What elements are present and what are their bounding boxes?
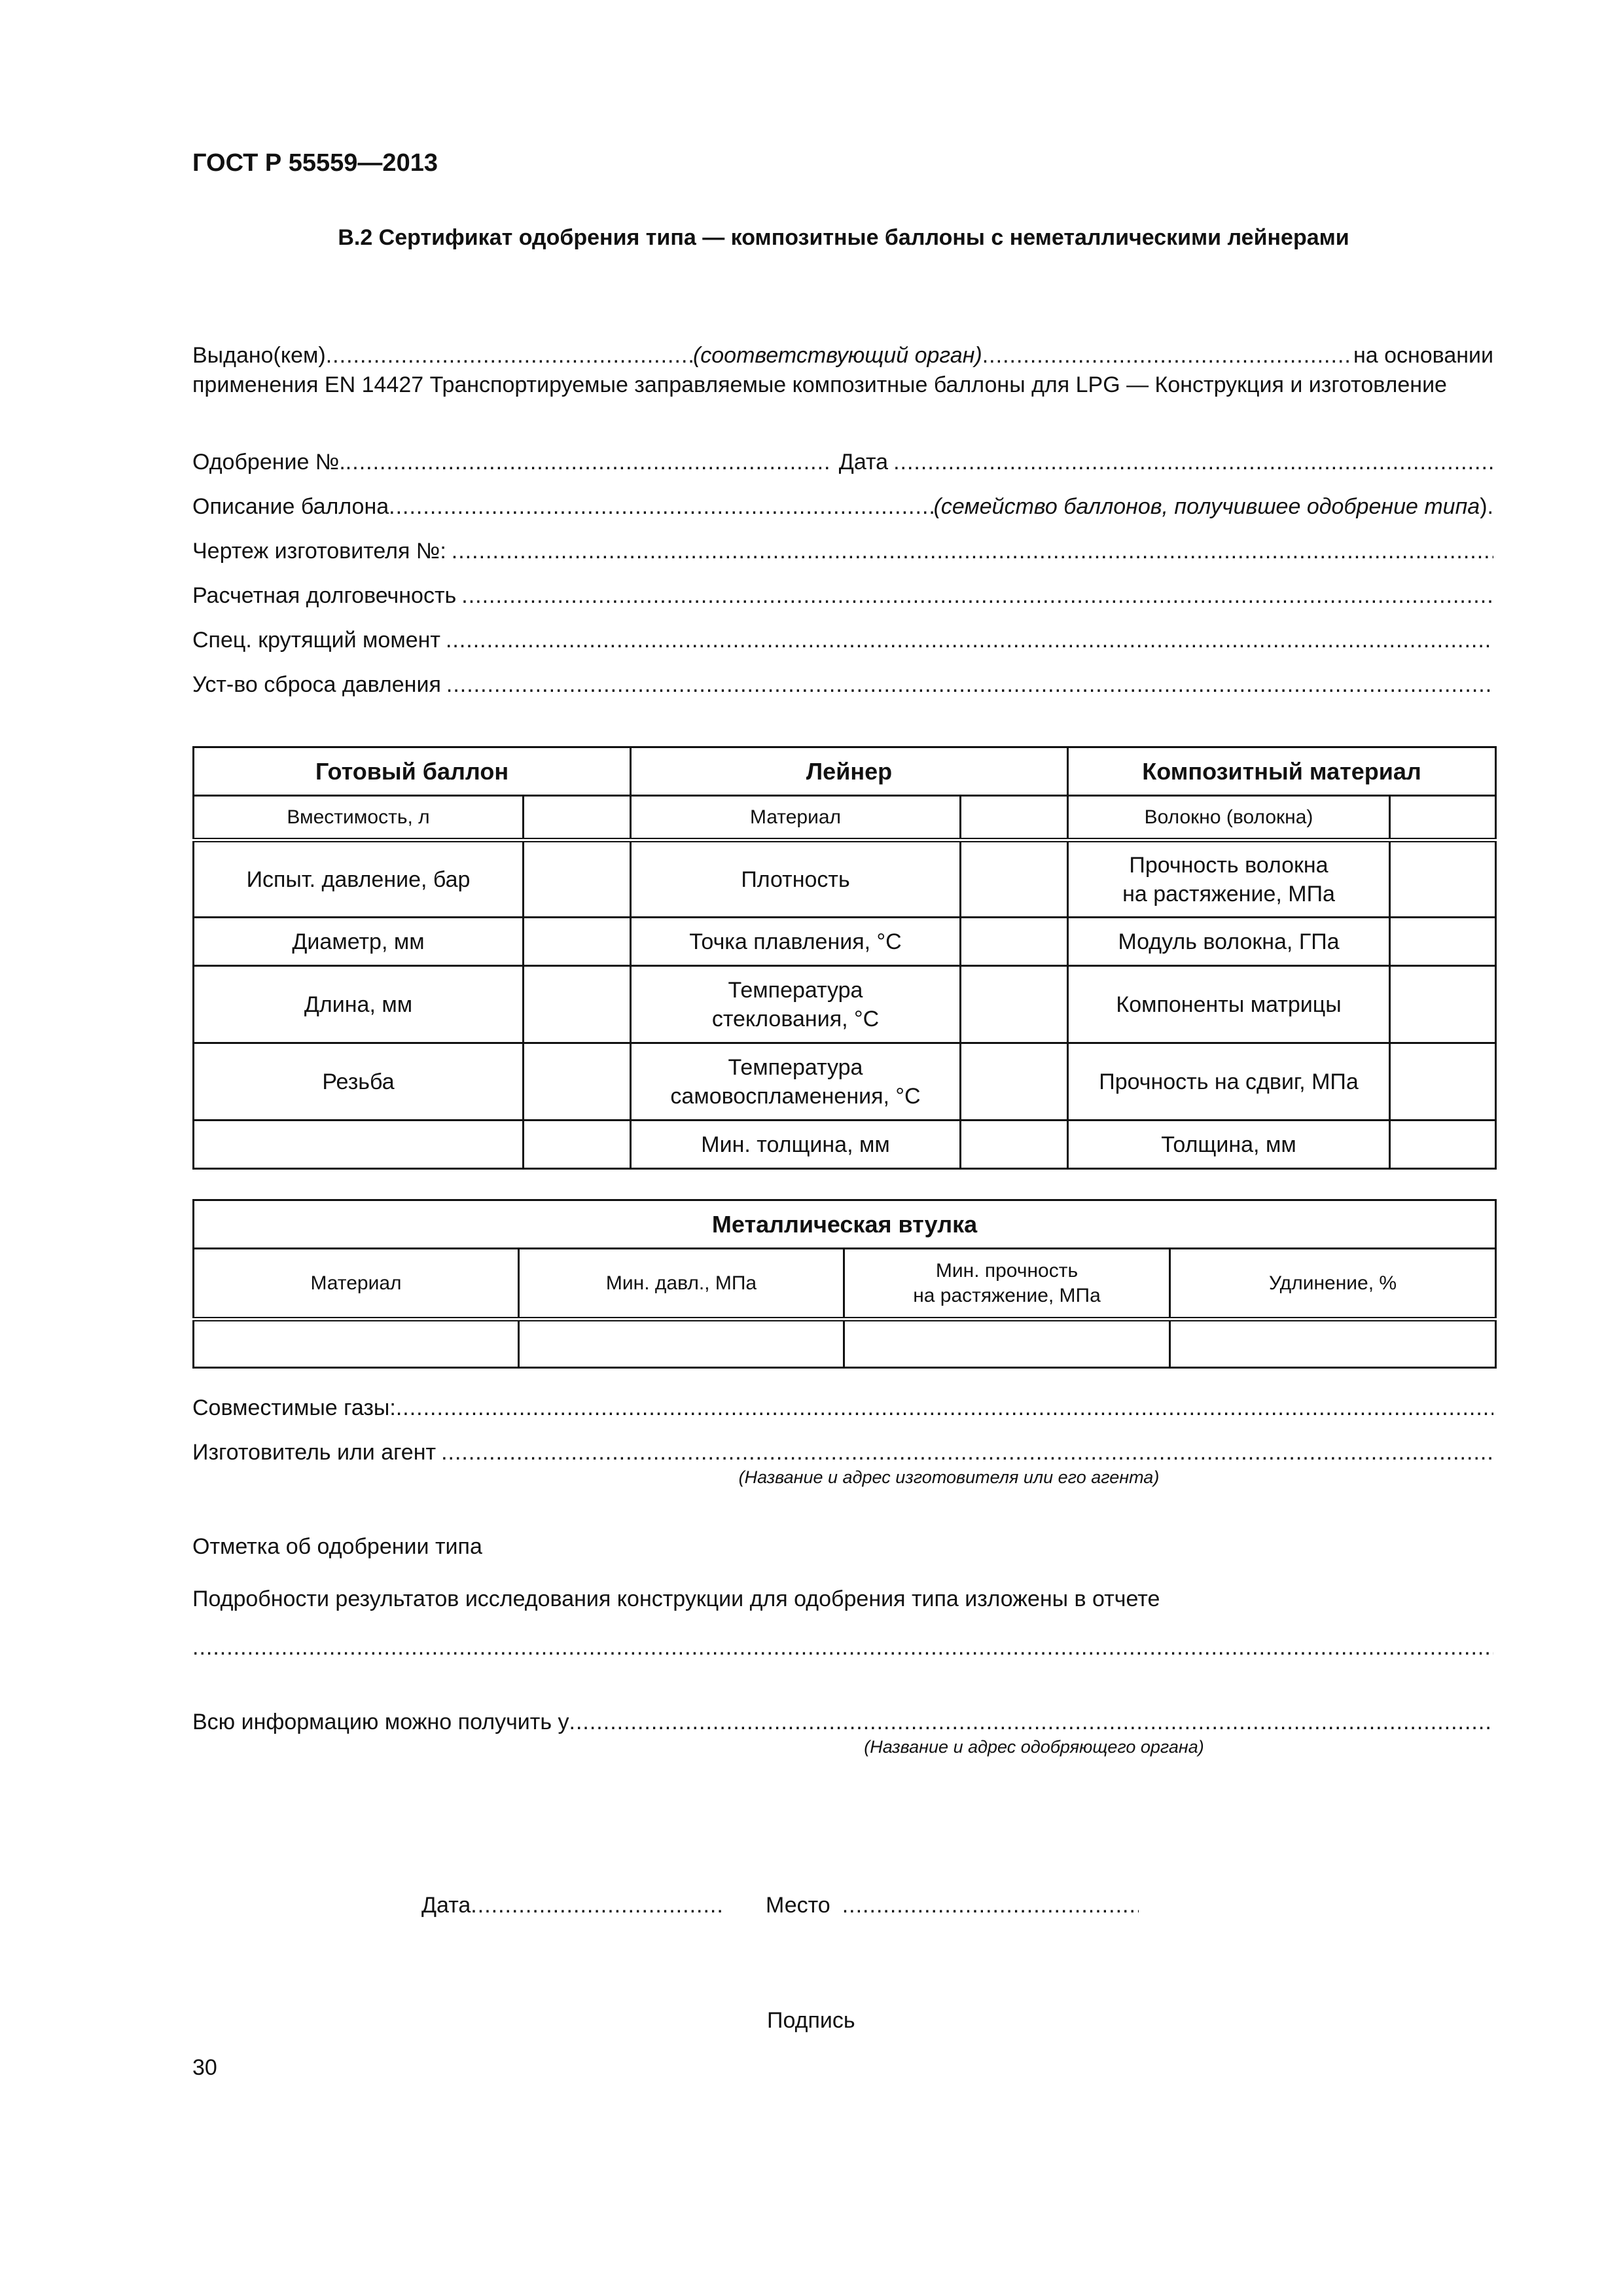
gases-label: Совместимые газы: [192, 1395, 396, 1420]
value-cell [961, 796, 1068, 840]
col-header: Готовый баллон [194, 747, 631, 796]
manufacturer-line [192, 1437, 1493, 1467]
cylinder-desc-end: ). [1480, 494, 1493, 519]
table-cell: Мин. толщина, мм [631, 1121, 961, 1169]
fill-dots [893, 447, 1493, 477]
value-cell [524, 1121, 631, 1169]
value-cell [524, 966, 631, 1043]
value-cell [1390, 840, 1496, 918]
fill-dots [389, 492, 933, 522]
table-cell: Толщина, мм [1068, 1121, 1390, 1169]
approval-no-label: Одобрение №. [192, 450, 346, 475]
section-title: В.2 Сертификат одобрения типа — композитные баллоны с неметаллическими лейнерами [338, 225, 1349, 250]
table-subheader-row [194, 1249, 1496, 1319]
value-cell [1390, 796, 1496, 840]
table-row [194, 1121, 1496, 1169]
fill-dots [346, 447, 830, 477]
col-header: Удлинение, % [1170, 1249, 1496, 1319]
drawing-line [192, 536, 1493, 566]
table-cell: Длина, мм [194, 966, 524, 1043]
table-row [194, 1319, 1496, 1368]
issued-authority: (соответствующий орган) [692, 343, 982, 368]
fill-dots [192, 1632, 1493, 1662]
date-label: Дата [838, 450, 889, 475]
fill-dots [842, 1890, 1139, 1920]
table-subheader-row [194, 796, 1496, 840]
relief-device-label: Уст-во сброса давления [192, 672, 441, 697]
table-cell: Температура стеклования, °C [631, 966, 961, 1043]
specs-table [192, 746, 1497, 1170]
value-cell [524, 840, 631, 918]
col-header: Композитный материал [1068, 747, 1496, 796]
table-cell: Материал [631, 796, 961, 840]
table-row [194, 840, 1496, 918]
value-cell [961, 966, 1068, 1043]
fill-dots [446, 670, 1493, 700]
col-header: Материал [194, 1249, 519, 1319]
col-header: Мин. давл., МПа [519, 1249, 844, 1319]
fill-dots [396, 1393, 1493, 1423]
value-cell [1170, 1319, 1496, 1368]
info-caption: (Название и адрес одобряющего органа) [864, 1737, 1204, 1757]
cylinder-desc-note: (семейство баллонов, получившее одобрение типа [933, 494, 1480, 519]
value-cell [1390, 918, 1496, 966]
value-cell [194, 1319, 519, 1368]
table-title: Металлическая втулка [194, 1200, 1496, 1249]
metal-boss-table [192, 1199, 1497, 1369]
issued-text: применения EN 14427 Транспортируемые заправляемые композитные баллоны для LPG — Конструкция и изготовление [192, 372, 1447, 397]
value-cell [961, 918, 1068, 966]
value-cell [961, 1043, 1068, 1121]
value-cell [961, 840, 1068, 918]
col-header: Мин. прочность на растяжение, МПа [844, 1249, 1170, 1319]
value-cell [1390, 1121, 1496, 1169]
service-life-label: Расчетная долговечность [192, 583, 457, 608]
approval-mark-label: Отметка об одобрении типа [192, 1534, 482, 1559]
cylinder-desc-label: Описание баллона [192, 494, 389, 519]
page-number: 30 [192, 2055, 217, 2080]
value-cell [1390, 966, 1496, 1043]
gases-line [192, 1393, 1493, 1423]
document-code: ГОСТ Р 55559—2013 [192, 149, 438, 177]
table-cell: Точка плавления, °C [631, 918, 961, 966]
issued-paragraph [192, 340, 1493, 400]
col-header: Лейнер [631, 747, 1068, 796]
table-cell: Вместимость, л [194, 796, 524, 840]
value-cell [524, 796, 631, 840]
table-header-row [194, 1200, 1496, 1249]
place-line [766, 1890, 1139, 1920]
value-cell [519, 1319, 844, 1368]
table-cell: Компоненты матрицы [1068, 966, 1390, 1043]
table-cell: Диаметр, мм [194, 918, 524, 966]
details-fill-line [192, 1632, 1493, 1662]
table-cell: Прочность на сдвиг, МПа [1068, 1043, 1390, 1121]
relief-device-line [192, 670, 1493, 700]
table-cell: Прочность волокна на растяжение, МПа [1068, 840, 1390, 918]
value-cell [1390, 1043, 1496, 1121]
value-cell [524, 1043, 631, 1121]
fill-dots [446, 625, 1493, 655]
fill-dots [326, 340, 693, 370]
table-cell [194, 1121, 524, 1169]
table-header-row [194, 747, 1496, 796]
info-label: Всю информацию можно получить у [192, 1710, 569, 1734]
manufacturer-caption: (Название и адрес изготовителя или его агента) [738, 1467, 1160, 1487]
table-row [194, 918, 1496, 966]
fill-dots [441, 1437, 1493, 1467]
value-cell [844, 1319, 1170, 1368]
place-label: Место [766, 1893, 830, 1918]
value-cell [524, 918, 631, 966]
fill-dots [452, 536, 1493, 566]
sign-date-line [421, 1890, 722, 1920]
table-cell: Волокно (волокна) [1068, 796, 1390, 840]
table-cell: Температура самовоспламенения, °C [631, 1043, 961, 1121]
table-row [194, 1043, 1496, 1121]
manufacturer-label: Изготовитель или агент [192, 1440, 437, 1465]
torque-label: Спец. крутящий момент [192, 628, 440, 653]
service-life-line [192, 581, 1493, 611]
torque-line [192, 625, 1493, 655]
fill-dots [461, 581, 1493, 611]
approval-line [192, 447, 1493, 477]
signature-label: Подпись [767, 2008, 855, 2033]
table-cell: Испыт. давление, бар [194, 840, 524, 918]
issued-basis: на основании [1353, 343, 1494, 368]
table-cell: Модуль волокна, ГПа [1068, 918, 1390, 966]
details-text: Подробности результатов исследования конструкции для одобрения типа изложены в отчете [192, 1587, 1160, 1611]
table-cell: Резьба [194, 1043, 524, 1121]
fill-dots [471, 1890, 722, 1920]
sign-date-label: Дата [421, 1893, 471, 1918]
fill-dots [569, 1707, 1493, 1737]
value-cell [961, 1121, 1068, 1169]
table-cell: Плотность [631, 840, 961, 918]
table-row [194, 966, 1496, 1043]
info-line [192, 1707, 1493, 1737]
fill-dots [982, 340, 1349, 370]
cylinder-desc-line [192, 492, 1493, 522]
drawing-label: Чертеж изготовителя №: [192, 539, 446, 564]
issued-label: Выдано(кем) [192, 343, 326, 368]
